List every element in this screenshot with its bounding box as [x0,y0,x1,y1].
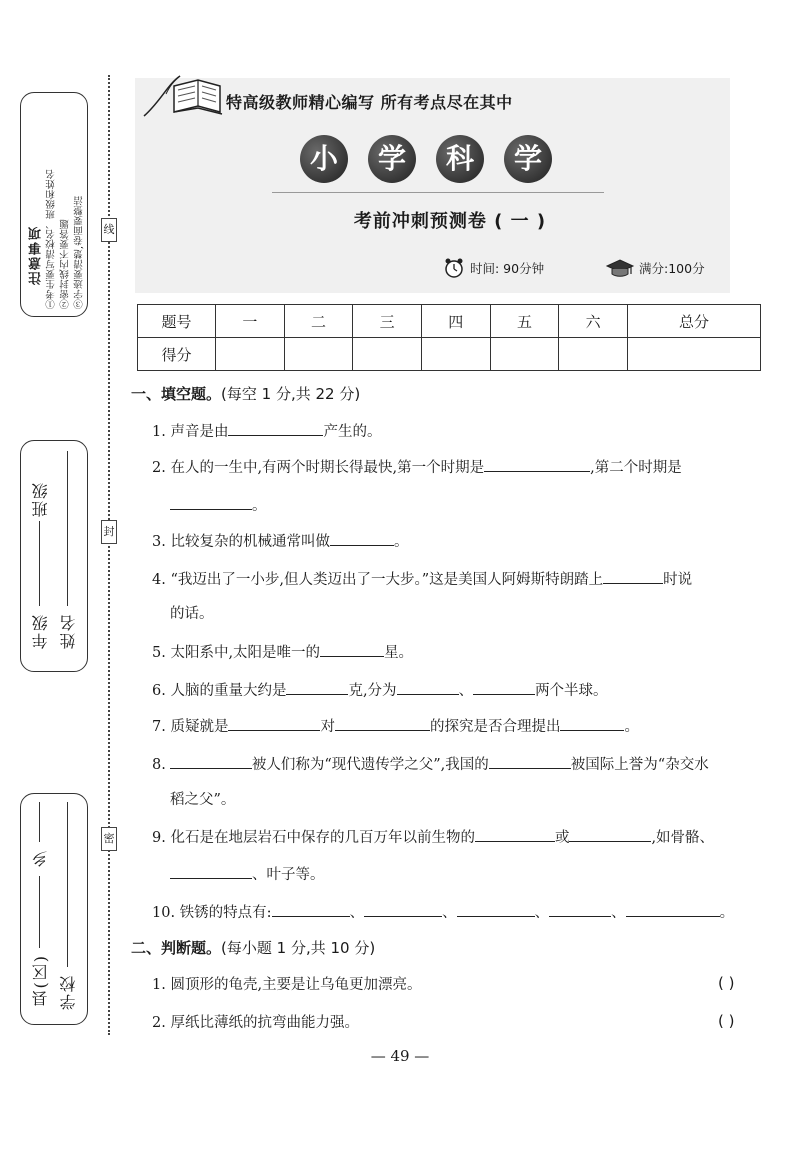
question-7 [152,716,639,737]
score-table-score-row [138,338,761,371]
answer-blank[interactable] [473,680,535,695]
question-text: 或 [554,830,570,846]
page-title [300,135,552,183]
question-text: 9. 化石是在地层岩石中保存的几百万年以前生物的 [152,830,475,846]
question-text: 、 [349,905,365,921]
question-text: 。 [393,534,409,550]
score-cell[interactable] [559,338,628,371]
answer-blank[interactable] [330,531,394,546]
question-text: 1. 声音是由 [152,424,229,440]
seal-mark-secret: 密 [101,827,117,851]
exam-full-score [605,258,705,278]
section-1-heading: 一、填空题。 [131,385,222,403]
question-text: 、 [458,683,474,699]
answer-blank[interactable] [397,680,459,695]
question-text: 、 [611,905,626,921]
title-char-2: 学 [368,135,416,183]
section-1-title [131,383,360,404]
question-1 [152,421,381,442]
judgment-item-1: 1. 圆顶形的龟壳,主要是让乌龟更加漂亮。 [152,977,422,993]
answer-blank[interactable] [603,569,663,584]
question-text: 。 [624,719,639,735]
answer-blank[interactable] [457,902,535,917]
question-text: 、 [442,905,457,921]
question-10 [152,902,734,923]
score-table [137,304,761,371]
name-field[interactable] [67,451,68,606]
question-text: 6. 人脑的重量大约是 [152,683,287,699]
answer-parentheses[interactable]: ( ) [718,974,735,992]
score-cell[interactable] [216,338,285,371]
question-text: 7. 质疑就是 [152,719,229,735]
notice-title: 注意事项 [29,225,44,285]
answer-blank[interactable] [569,827,651,842]
score-cell[interactable] [421,338,490,371]
question-text: 星。 [384,645,414,661]
answer-blank[interactable] [170,495,252,510]
answer-blank[interactable] [364,902,442,917]
question-text: ,如骨骼、 [651,830,715,846]
question-text: ,第二个时期是 [590,460,682,476]
title-char-1: 小 [300,135,348,183]
question-2-cont [170,495,267,516]
table-header-cell: 一 [216,305,285,338]
section-2-note: (每小题 1 分,共 10 分) [221,939,376,957]
answer-blank[interactable] [170,754,252,769]
title-char-3: 科 [436,135,484,183]
question-text: 5. 太阳系中,太阳是唯一的 [152,645,321,661]
question-8-cont [170,790,235,810]
section-2-title [131,937,375,958]
title-char-4: 学 [504,135,552,183]
county-label: 县(区) [31,954,50,1007]
question-text: 产生的。 [323,424,382,440]
clock-icon [442,258,466,278]
question-text: 被国际上誉为“杂交水 [570,757,709,773]
answer-blank[interactable] [228,716,320,731]
answer-blank[interactable] [626,902,720,917]
table-header-cell: 题号 [138,305,216,338]
question-text: 被人们称为“现代遗传学之父”,我国的 [251,757,489,773]
table-header-cell: 六 [559,305,628,338]
question-9 [152,827,714,848]
question-5 [152,642,413,663]
student-info-box [20,440,88,672]
exam-time-text: 时间: 90分钟 [470,261,545,276]
answer-blank[interactable] [475,827,555,842]
question-text: 对 [320,719,335,735]
score-cell[interactable] [284,338,353,371]
town-label: 乡 [31,849,50,867]
notice-item-3: ③字迹要清楚,卷面要整洁 [74,195,85,309]
grade-label: 年级 [31,613,50,649]
question-text: 克,分为 [348,683,397,699]
question-text: 的话。 [170,606,214,622]
question-text: 4. “我迈出了一小步,但人类迈出了一大步。”这是美国人阿姆斯特朗踏上 [152,572,604,588]
header-slogan: 特高级教师精心编写 所有考点尽在其中 [226,93,513,112]
question-text: 的探究是否合理提出 [429,719,561,735]
answer-blank[interactable] [286,680,348,695]
question-text: 时说 [663,572,693,588]
seal-mark-seal: 封 [101,520,117,544]
name-label: 姓名 [59,613,78,649]
exam-subtitle: 考前冲刺预测卷 ( 一 ) [353,211,547,232]
answer-blank[interactable] [489,754,571,769]
exam-full-score-text: 满分:100分 [639,261,705,276]
table-header-cell: 五 [490,305,559,338]
graduation-cap-icon [605,258,635,278]
question-9-cont [170,864,325,885]
county-field[interactable] [39,876,40,948]
school-info-box [20,793,88,1025]
exam-time [442,258,544,278]
answer-blank[interactable] [272,902,350,917]
question-3 [152,531,408,552]
answer-blank[interactable] [228,421,323,436]
score-table-header-row [138,305,761,338]
judgment-item-2: 2. 厚纸比薄纸的抗弯曲能力强。 [152,1015,359,1031]
answer-blank[interactable] [549,902,611,917]
binding-strip [0,0,115,1159]
question-text: 。 [252,498,267,514]
question-text: 、 [534,905,550,921]
table-header-cell: 二 [284,305,353,338]
question-text: 3. 比较复杂的机械通常叫做 [152,534,330,550]
question-text: 稻之父”。 [170,792,236,808]
section-1-note: (每空 1 分,共 22 分) [221,385,361,403]
answer-blank[interactable] [484,457,590,472]
question-4 [152,569,692,590]
town-field[interactable] [39,802,40,842]
school-label: 学校 [59,974,78,1010]
question-text: 2. 在人的一生中,有两个时期长得最快,第一个时期是 [152,460,485,476]
answer-blank[interactable] [320,642,384,657]
section-2-heading: 二、判断题。 [131,939,222,957]
question-text: 10. 铁锈的特点有: [152,905,272,921]
book-quill-icon [140,72,226,126]
score-cell[interactable] [353,338,422,371]
table-header-cell: 三 [353,305,422,338]
answer-blank[interactable] [560,716,624,731]
page-number: — 49 — [370,1047,430,1065]
question-text: 、叶子等。 [252,867,325,883]
answer-blank[interactable] [335,716,430,731]
question-text: 两个半球。 [535,683,608,699]
school-field[interactable] [67,802,68,967]
class-label: 班级 [31,481,50,517]
answer-parentheses[interactable]: ( ) [718,1012,735,1030]
question-4-cont [170,604,214,624]
notice-box [20,92,88,317]
table-header-cell: 总分 [627,305,760,338]
score-cell[interactable] [627,338,760,371]
seal-mark-line: 线 [101,218,117,242]
question-6 [152,680,608,701]
notice-item-1: ①考生要写清校名、班级和姓名 [46,169,57,309]
table-header-cell: 四 [421,305,490,338]
question-2 [152,457,682,478]
score-cell[interactable] [490,338,559,371]
question-8 [152,754,709,775]
question-text: 8. [152,757,166,773]
title-divider [272,192,604,193]
question-text: 。 [719,905,735,921]
answer-blank[interactable] [170,864,252,879]
score-row-label: 得分 [138,338,216,371]
notice-item-2: ②密封线内不要答题 [60,219,71,309]
grade-field[interactable] [39,521,40,606]
